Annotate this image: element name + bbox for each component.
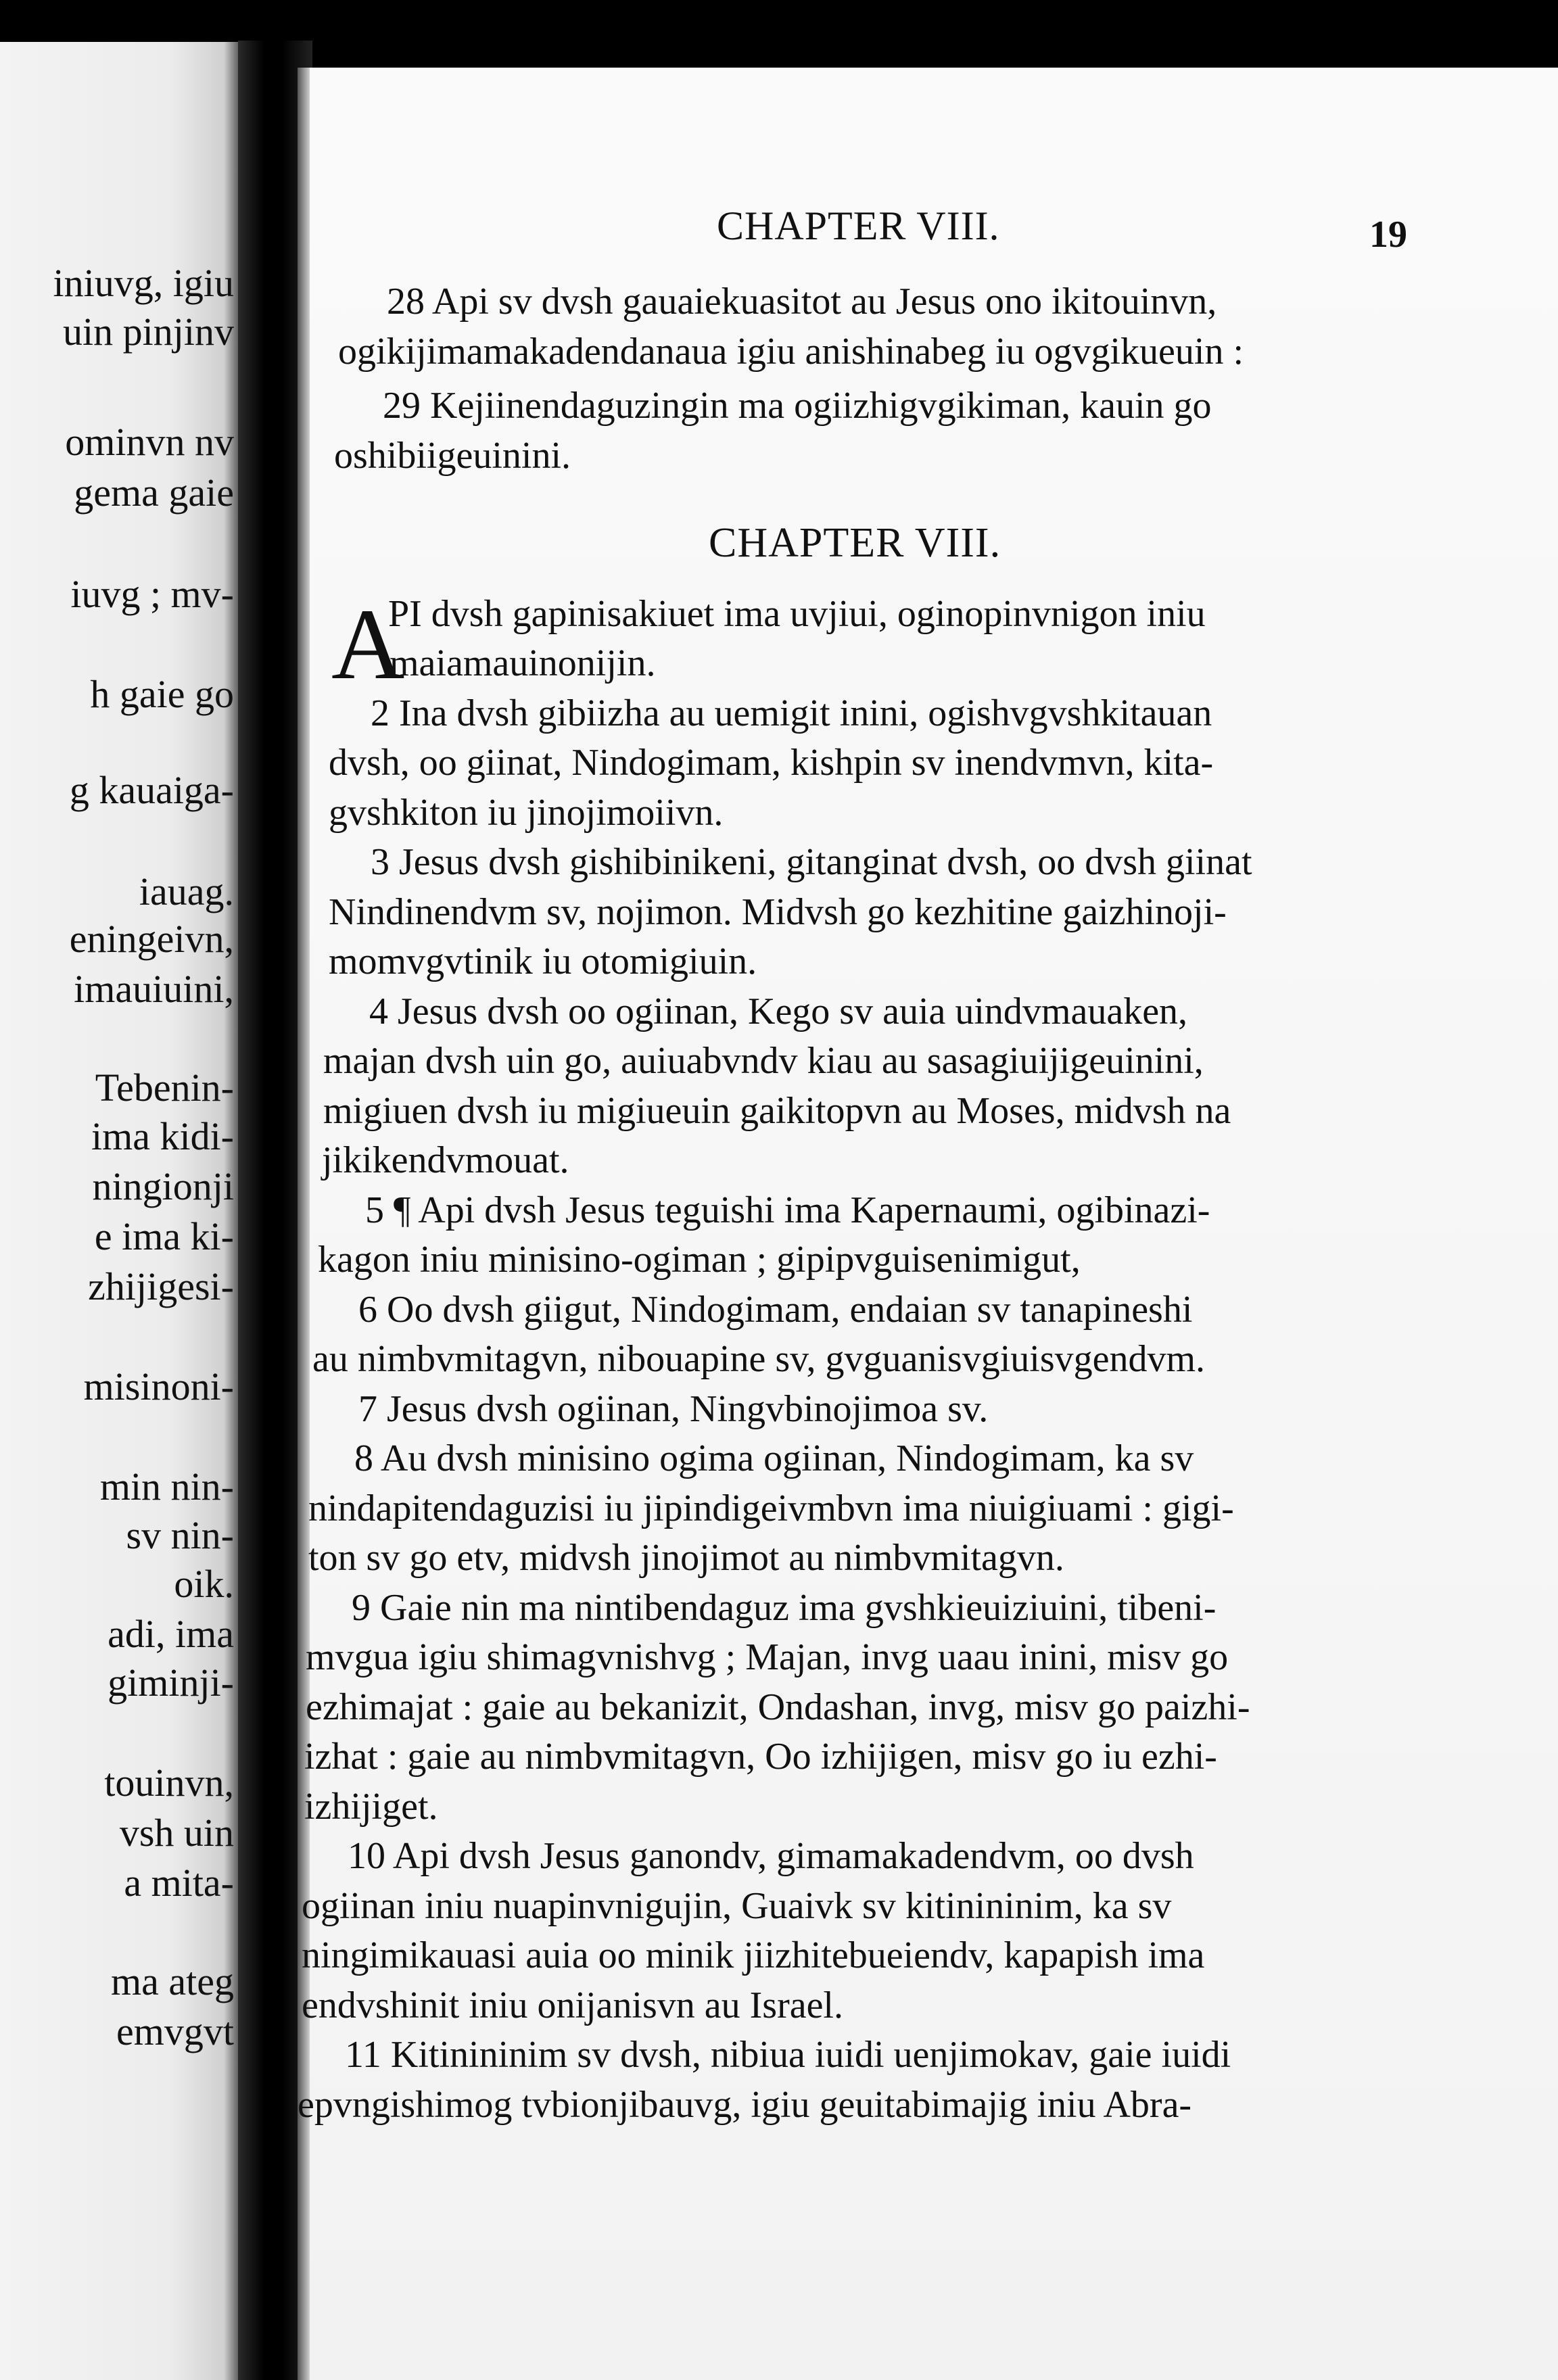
left-page-line: e ima ki- [94,1214,234,1258]
verse-line: mvgua igiu shimagvnishvg ; Majan, invg uaau inini, misv go [306,1636,1229,1678]
verse-line: ezhimajat : gaie au bekanizit, Ondashan, invg, misv go paizhi- [306,1686,1250,1728]
verse-line: izhijiget. [304,1786,438,1828]
verse-line: jikikendvmouat. [322,1139,569,1181]
page-number: 19 [1369,214,1407,256]
verse-line: ton sv go etv, midvsh jinojimot au nimbvmitagvn. [308,1537,1064,1579]
running-head: CHAPTER VIII. [717,204,1000,248]
left-page-line: gema gaie [74,471,234,515]
verse-line: ogikijimamakadendanaua igiu anishinabeg iu ogvgikueuin : [338,331,1244,373]
left-page-line: Tebenin- [95,1066,234,1110]
verse-line: kagon iniu minisino-ogiman ; gipipvguisenimigut, [318,1239,1081,1281]
verse-line: oshibiigeuinini. [334,435,571,477]
verse-line: migiuen dvsh iu migiueuin gaikitopvn au Moses, midvsh na [323,1090,1231,1132]
left-page-line: ma ateg [111,1959,234,2003]
left-page-line: vsh uin [119,1811,234,1855]
chapter-title: CHAPTER VIII. [709,520,1001,566]
left-page-line: touinvn, [104,1761,234,1805]
left-page-line: iauag. [139,870,234,913]
verse-line: 5 ¶ Api dvsh Jesus teguishi ima Kapernaumi, ogibinazi- [365,1189,1210,1231]
verse-line: endvshinit iniu onijanisvn au Israel. [302,1984,843,2026]
left-page-line: zhijigesi- [88,1264,234,1308]
verse-line: 29 Kejiinendaguzingin ma ogiizhigvgikiman, kauin go [383,385,1212,427]
verse-line: majan dvsh uin go, auiuabvndv kiau au sasagiuijigeuinini, [323,1040,1204,1082]
left-page-line: oik. [174,1562,234,1606]
verse-line: 3 Jesus dvsh gishibinikeni, gitanginat dvsh, oo dvsh giinat [371,841,1252,883]
left-page-line: h gaie go [90,672,234,716]
verse-line: Nindinendvm sv, nojimon. Midvsh go kezhitine gaizhinoji- [329,891,1227,933]
left-page-line: min nin- [99,1465,234,1508]
verse-line: 28 Api sv dvsh gauaiekuasitot au Jesus ono ikitouinvn, [387,281,1217,323]
left-page-line: emvgvt [116,2009,234,2053]
left-page-line: g kauaiga- [69,768,234,812]
verse-line: 4 Jesus dvsh oo ogiinan, Kego sv auia uindvmauaken, [369,991,1188,1032]
left-page-line: adi, ima [108,1612,234,1656]
left-page-line: uin pinjinv [63,310,234,354]
verse-line: PI dvsh gapinisakiuet ima uvjiui, oginopinvnigon iniu [388,593,1206,635]
verse-line: dvsh, oo giinat, Nindogimam, kishpin sv inendvmvn, kita- [329,742,1214,784]
verse-line: momvgvtinik iu otomigiuin. [329,941,757,982]
verse-line: 6 Oo dvsh giigut, Nindogimam, endaian sv tanapineshi [358,1289,1193,1331]
left-page-line: a mita- [124,1861,234,1905]
left-page-line: ningionji [92,1164,234,1208]
left-page-line: misinoni- [83,1364,234,1408]
verse-line: ningimikauasi auia oo minik jiizhitebueiendv, kapapish ima [302,1934,1205,1976]
verse-line: izhat : gaie au nimbvmitagvn, Oo izhijigen, misv go iu ezhi- [304,1736,1217,1778]
verse-line: 7 Jesus dvsh ogiinan, Ningvbinojimoa sv. [358,1388,989,1430]
verse-line: ogiinan iniu nuapinvnigujin, Guaivk sv kitinininim, ka sv [302,1885,1172,1927]
left-page-line: eningeivn, [69,917,234,961]
verse-line: 2 Ina dvsh gibiizha au uemigit inini, ogishvgvshkitauan [371,692,1212,734]
left-page-line: sv nin- [126,1513,234,1557]
verse-line: 9 Gaie nin ma nintibendaguz ima gvshkieuiziuini, tibeni- [352,1587,1217,1629]
drop-cap: A [331,588,405,700]
left-page-line: ominvn nv [65,420,234,464]
verse-line: epvngishimog tvbionjibauvg, igiu geuitabimajig iniu Abra- [298,2084,1192,2126]
verse-line: 8 Au dvsh minisino ogima ogiinan, Nindogimam, ka sv [354,1437,1194,1479]
left-page-line: giminji- [108,1661,234,1705]
verse-line: nindapitendaguzisi iu jipindigeivmbvn ima niuigiuami : gigi- [308,1488,1234,1529]
left-page-line: iuvg ; mv- [70,572,234,616]
page-edge-shadow [298,68,310,2380]
left-page-line: imauiuini, [74,967,234,1011]
verse-line: maiamauinonijin. [390,642,656,684]
verse-line: 10 Api dvsh Jesus ganondv, gimamakadendvm, oo dvsh [348,1835,1194,1877]
left-page [0,42,243,2380]
verse-line: au nimbvmitagvn, nibouapine sv, gvguanisvgiuisvgendvm. [312,1338,1206,1380]
left-page-line: ima kidi- [91,1114,234,1158]
verse-line: gvshkiton iu jinojimoiivn. [329,792,724,834]
verse-line: 11 Kitinininim sv dvsh, nibiua iuidi uenjimokav, gaie iuidi [345,2034,1231,2076]
left-page-line: iniuvg, igiu [53,261,234,305]
